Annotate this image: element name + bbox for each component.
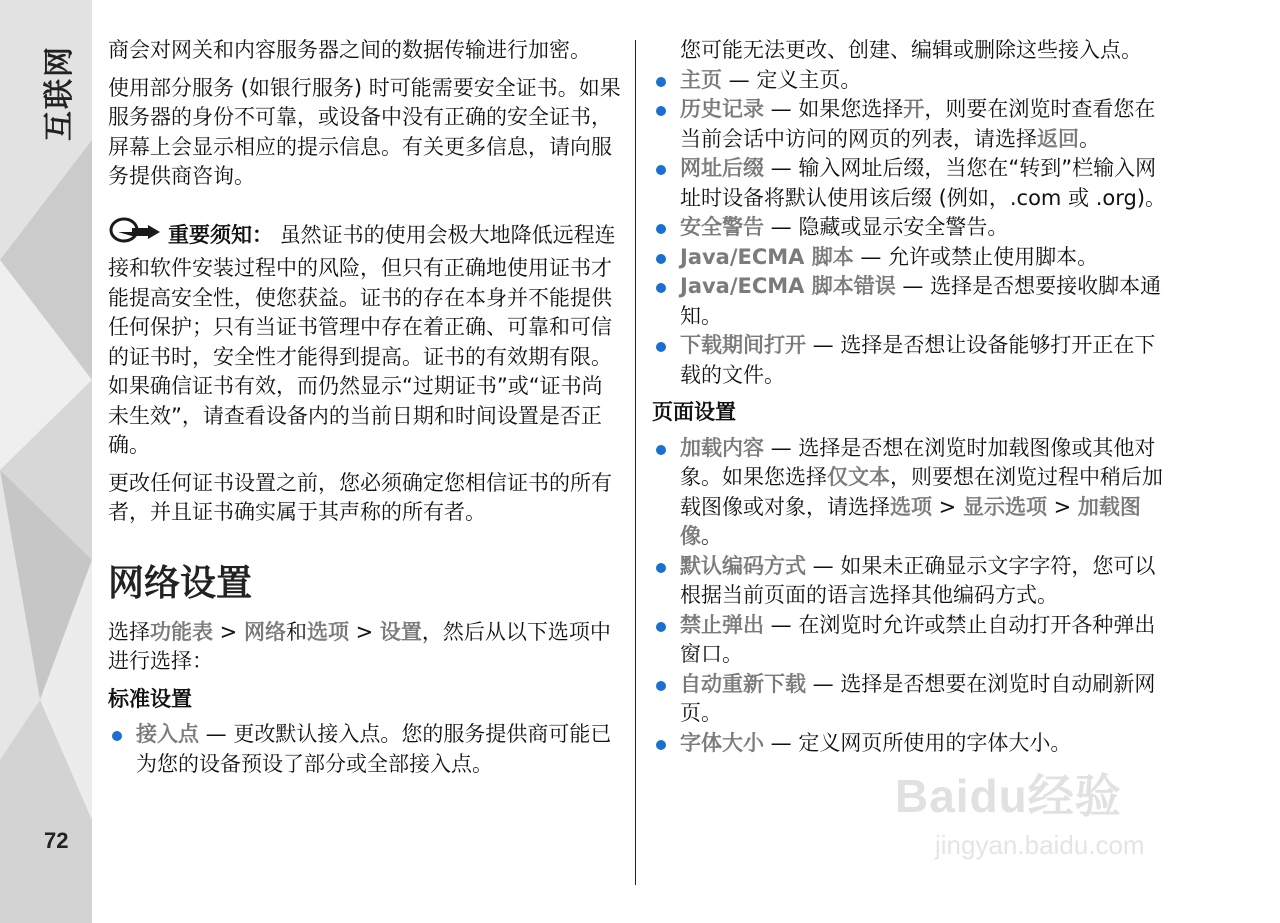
- column-divider: [635, 40, 636, 885]
- section-heading: 网络设置: [108, 562, 253, 604]
- sidebar-band: [0, 0, 92, 923]
- important-notice: [108, 214, 623, 461]
- ui-term-options: 选项: [306, 619, 349, 644]
- bullet-icon: [656, 224, 666, 234]
- list-item: 自动重新下载 — 选择是否想要在浏览时自动刷新网页。: [652, 670, 1172, 729]
- list-item: 网址后缀 — 输入网址后缀，当您在“转到”栏输入网址时设备将默认使用该后缀 (例如，.com 或 .org)。: [652, 154, 1172, 213]
- list-item: 禁止弹出 — 在浏览时允许或禁止自动打开各种弹出窗口。: [652, 611, 1172, 670]
- bullet-icon: [656, 563, 666, 573]
- section-label: 互联网: [42, 45, 77, 141]
- bullet-icon: [656, 445, 666, 455]
- list-item: 默认编码方式 — 如果未正确显示文字字符，您可以根据当前页面的语言选择其他编码方式。: [652, 552, 1172, 611]
- list-item: 接入点 — 更改默认接入点。您的服务提供商可能已为您的设备预设了部分或全部接入点。: [108, 720, 623, 779]
- ui-term-network: 网络: [243, 619, 286, 644]
- menu-path: 选择功能表 > 网络和选项 > 设置，然后从以下选项中进行选择：: [108, 619, 611, 673]
- list-item: Java/ECMA 脚本错误 — 选择是否想要接收脚本通知。: [652, 272, 1172, 331]
- standard-settings-list: [108, 720, 623, 779]
- page-settings-list: [652, 434, 1172, 759]
- watermark-brand: Baidu经验: [895, 770, 1122, 822]
- paragraph-trust: 更改任何证书设置之前，您必须确定您相信证书的所有者，并且证书确实属于其声称的所有者。: [108, 470, 612, 524]
- right-column: [652, 36, 1172, 758]
- bullet-icon: [656, 165, 666, 175]
- subheading-standard: 标准设置: [108, 686, 192, 711]
- list-item: 加载内容 — 选择是否想在浏览时加载图像或其他对象。如果您选择仅文本，则要想在浏览过程中稍后加载图像或对象，请选择选项 > 显示选项 > 加载图像。: [652, 434, 1172, 552]
- ui-term-settings: 设置: [379, 619, 422, 644]
- page-number: 72: [44, 828, 69, 853]
- bullet-icon: [656, 740, 666, 750]
- bullet-icon: [656, 106, 666, 116]
- bullet-icon: [656, 342, 666, 352]
- list-item: Java/ECMA 脚本 — 允许或禁止使用脚本。: [652, 243, 1172, 273]
- bullet-icon: [656, 77, 666, 87]
- bullet-icon: [656, 283, 666, 293]
- bullet-icon: [112, 731, 122, 741]
- left-column: [108, 36, 623, 779]
- list-item: 字体大小 — 定义网页所使用的字体大小。: [652, 729, 1172, 759]
- list-item: 下载期间打开 — 选择是否想让设备能够打开正在下载的文件。: [652, 331, 1172, 390]
- notice-title: 重要须知：: [168, 222, 273, 247]
- bullet-icon: [656, 622, 666, 632]
- list-item: 主页 — 定义主页。: [652, 66, 1172, 96]
- browser-settings-list: [652, 66, 1172, 391]
- bullet-icon: [656, 681, 666, 691]
- list-item: 安全警告 — 隐藏或显示安全警告。: [652, 213, 1172, 243]
- notice-hand-icon: [108, 214, 164, 255]
- subheading-page: 页面设置: [652, 400, 736, 424]
- continued-text: 您可能无法更改、创建、编辑或删除这些接入点。: [680, 38, 1142, 62]
- watermark: [895, 760, 1215, 870]
- paragraph-gateway: 商会对网关和内容服务器之间的数据传输进行加密。: [108, 38, 591, 62]
- bullet-icon: [656, 254, 666, 264]
- notice-body: 虽然证书的使用会极大地降低远程连接和软件安装过程中的风险，但只有正确地使用证书才能提高安全性，使您获益。证书的存在本身并不能提供任何保护；只有当证书管理中存在着正确、可靠和可信的证书时，安全性才能得到提高。证书的有效期有限。如果确信证书有效，而仍然显示“过期证书”或“证书尚未生效”，请查看设备内的当前日期和时间设置是否正确。: [108, 222, 616, 457]
- watermark-url: jingyan.baidu.com: [935, 830, 1145, 860]
- paragraph-certificates: 使用部分服务 (如银行服务) 时可能需要安全证书。如果服务器的身份不可靠，或设备中没有正确的安全证书，屏幕上会显示相应的提示信息。有关更多信息，请向服务提供商咨询。: [108, 75, 621, 188]
- ui-term-menu: 功能表: [150, 619, 213, 644]
- list-item: 历史记录 — 如果您选择开，则要在浏览时查看您在当前会话中访问的网页的列表，请选择返回。: [652, 95, 1172, 154]
